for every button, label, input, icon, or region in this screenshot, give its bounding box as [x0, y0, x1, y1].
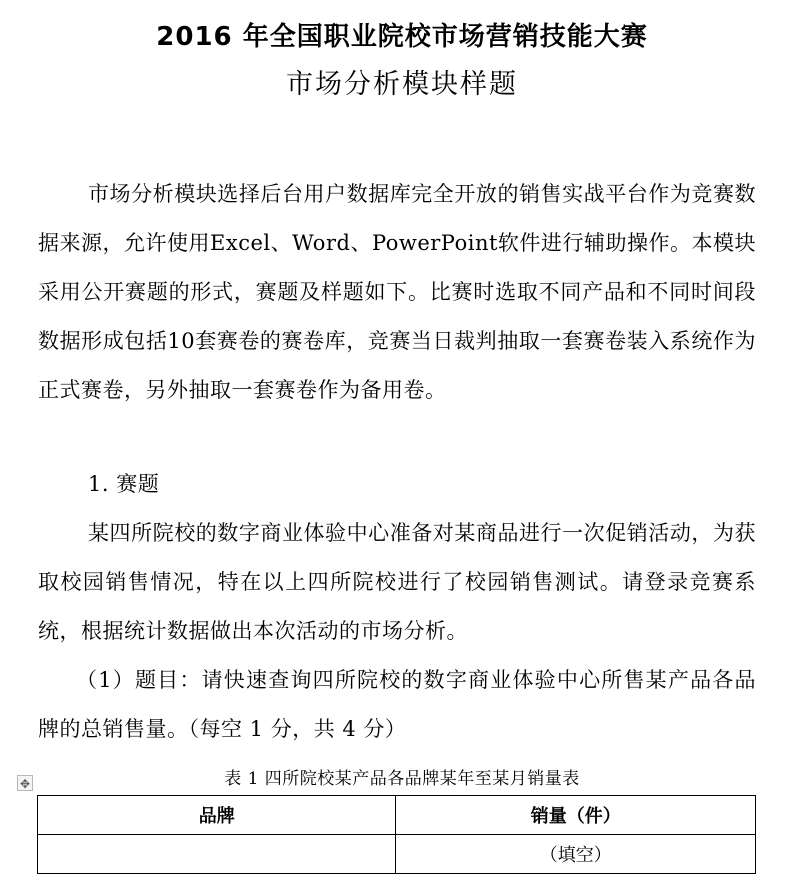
section-heading: 1. 赛题	[88, 472, 160, 496]
scenario-paragraph: 某四所院校的数字商业体验中心准备对某商品进行一次促销活动，为获取校园销售情况，特在以上四所院校进行了校园销售测试。请登录竞赛系统，根据统计数据做出本次活动的市场分析。	[38, 521, 756, 643]
table-row	[38, 835, 756, 874]
intro-paragraph: 市场分析模块选择后台用户数据库完全开放的销售实战平台作为竞赛数据来源，允许使用Excel、Word、PowerPoint软件进行辅助操作。本模块采用公开赛题的形式，赛题及样题如下。比赛时选取不同产品和不同时间段数据形成包括10套赛卷的赛卷库，竞赛当日裁判抽取一套赛卷装入系统作为正式赛卷，另外抽取一套赛卷作为备用卷。	[38, 182, 756, 402]
question-paragraph: （1）题目：请快速查询四所院校的数字商业体验中心所售某产品各品牌的总销售量。（每空 1 分，共 4 分）	[38, 668, 756, 741]
header-brand: 品牌	[38, 796, 396, 835]
cell-brand[interactable]	[38, 835, 396, 874]
document-subtitle: 市场分析模块样题	[286, 69, 518, 100]
cell-sales-volume[interactable]: （填空）	[396, 835, 756, 874]
header-sales-volume: 销量（件）	[396, 796, 756, 835]
table-move-handle-icon[interactable]: ✥	[17, 775, 33, 791]
table-caption: 表 1 四所院校某产品各品牌某年至某月销量表	[224, 769, 580, 789]
table-header-row	[38, 796, 756, 835]
document-title: 2016 年全国职业院校市场营销技能大赛	[156, 22, 648, 52]
sales-table	[37, 795, 756, 874]
